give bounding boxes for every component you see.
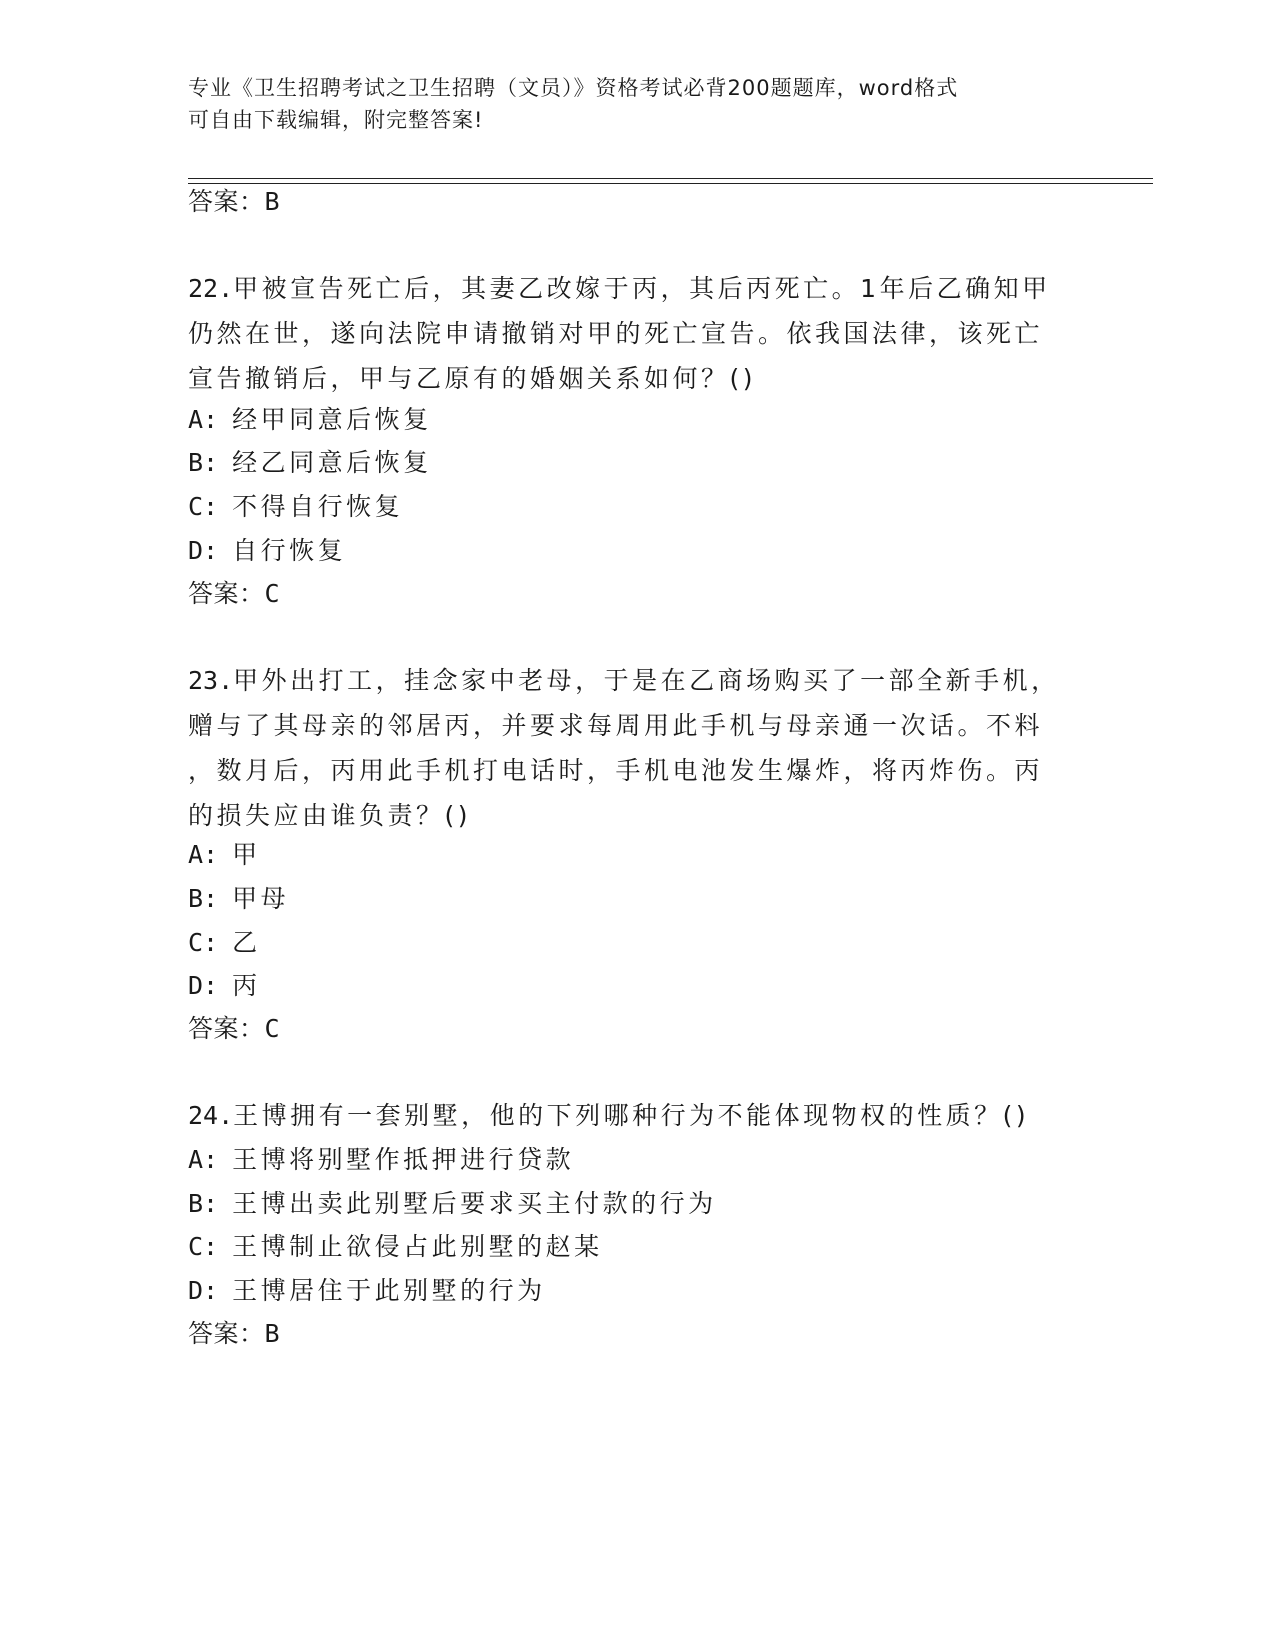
answer-label: 答案： [188,187,265,216]
answer-23 [188,1013,280,1045]
question-line: 宣告撤销后，甲与乙原有的婚姻关系如何？() [188,364,757,393]
option-a: A: 王博将别墅作抵押进行贷款 [188,1145,575,1174]
question-line: 23.甲外出打工，挂念家中老母，于是在乙商场购买了一部全新手机， [188,666,1060,695]
option-c: C: 王博制止欲侵占此别墅的赵某 [188,1232,603,1261]
option-d: D: 自行恢复 [188,536,347,565]
question-23 [188,658,1068,838]
option-d: D: 丙 [188,971,261,1000]
question-line: 的损失应由谁负责？() [188,801,472,830]
question-number: 23. [188,666,234,695]
option-b: B: 经乙同意后恢复 [188,448,432,477]
question-number: 24. [188,1101,234,1130]
answer-value: C [264,579,281,608]
answer-label: 答案： [188,579,265,608]
answer-value: B [264,1319,281,1348]
option-b: B: 王博出卖此别墅后要求买主付款的行为 [188,1189,717,1218]
option-a: A: 经甲同意后恢复 [188,405,432,434]
header-divider-top [188,178,1153,179]
question-24 [188,1093,1068,1138]
option-b: B: 甲母 [188,884,290,913]
question-line: 24.王博拥有一套别墅，他的下列哪种行为不能体现物权的性质？() [188,1101,1030,1130]
question-number: 22. [188,274,234,303]
header-line-2: 可自由下载编辑，附完整答案! [188,108,484,132]
question-line: 赠与了其母亲的邻居丙，并要求每周用此手机与母亲通一次话。不料 [188,711,1044,740]
answer-value: B [264,187,281,216]
answer-label: 答案： [188,1014,265,1043]
question-line: 仍然在世，遂向法院申请撤销对甲的死亡宣告。依我国法律，该死亡 [188,319,1044,348]
answer-label: 答案： [188,1319,265,1348]
option-d: D: 王博居住于此别墅的行为 [188,1276,546,1305]
option-c: C: 乙 [188,928,261,957]
answer-22 [188,578,280,610]
answer-prev [188,186,280,218]
document-header [188,72,1088,136]
answer-value: C [264,1014,281,1043]
question-line: 22.甲被宣告死亡后，其妻乙改嫁于丙，其后丙死亡。1年后乙确知甲 [188,274,1051,303]
option-a: A: 甲 [188,840,261,869]
answer-24 [188,1318,280,1350]
header-line-1: 专业《卫生招聘考试之卫生招聘（文员）》资格考试必背200题题库，word格式 [188,76,959,100]
question-22 [188,266,1068,401]
question-line: ，数月后，丙用此手机打电话时，手机电池发生爆炸，将丙炸伤。丙 [188,756,1044,785]
option-c: C: 不得自行恢复 [188,492,404,521]
header-divider-bottom [188,183,1153,184]
